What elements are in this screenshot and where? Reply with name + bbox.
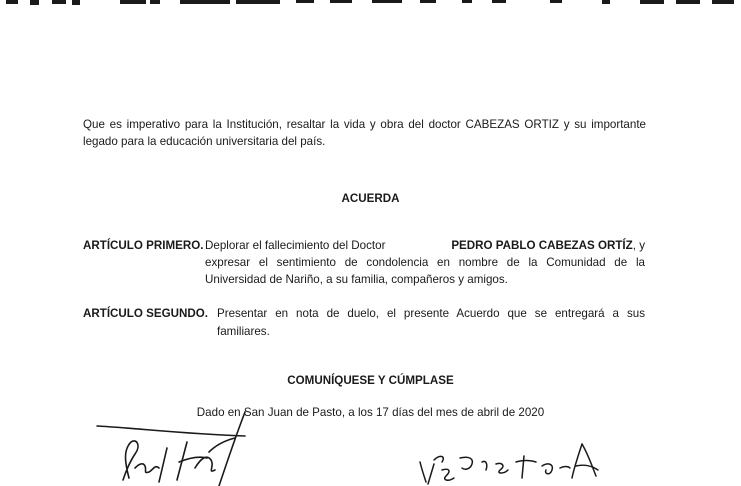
articulo-segundo-line-1	[83, 306, 645, 322]
considerando-line-1: Que es imperativo para la Institución, resaltar la vida y obra del doctor CABEZAS ORTIZ y su importante	[83, 118, 646, 131]
articulo-primero-text-pre: Deplorar el fallecimiento del Doctor	[205, 239, 386, 252]
cropped-header-band	[0, 0, 741, 8]
closing-heading: COMUNÍQUESE Y CÚMPLASE	[287, 374, 454, 387]
articulo-primero-line-2: expresar el sentimiento de condolencia en nombre de la Comunidad de la	[205, 256, 645, 269]
articulo-primero-name-group	[451, 238, 645, 254]
articulo-primero-label: ARTÍCULO PRIMERO.	[83, 239, 204, 252]
date-line: Dado en San Juan de Pasto, a los 17 días del mes de abril de 2020	[196, 406, 545, 419]
articulo-primero-line-3: Universidad de Nariño, a su familia, compañeros y amigos.	[205, 273, 508, 286]
articulo-primero-text-post: , y	[632, 239, 645, 252]
signature-left	[95, 408, 255, 486]
articulo-segundo-line-2: familiares.	[217, 325, 270, 338]
considerando-line-2: legado para la educación universitaria del país.	[83, 135, 326, 148]
signature-right	[412, 440, 602, 486]
articulo-segundo-text-line-1: Presentar en nota de duelo, el presente Acuerdo que se entregará a sus	[217, 307, 645, 320]
deceased-name: PEDRO PABLO CABEZAS ORTÍZ	[451, 239, 633, 252]
articulo-primero-line-1	[83, 238, 645, 254]
articulo-segundo-label: ARTÍCULO SEGUNDO.	[83, 307, 208, 320]
acuerda-heading: ACUERDA	[341, 192, 400, 205]
articulo-primero-text-line-1	[205, 238, 645, 254]
